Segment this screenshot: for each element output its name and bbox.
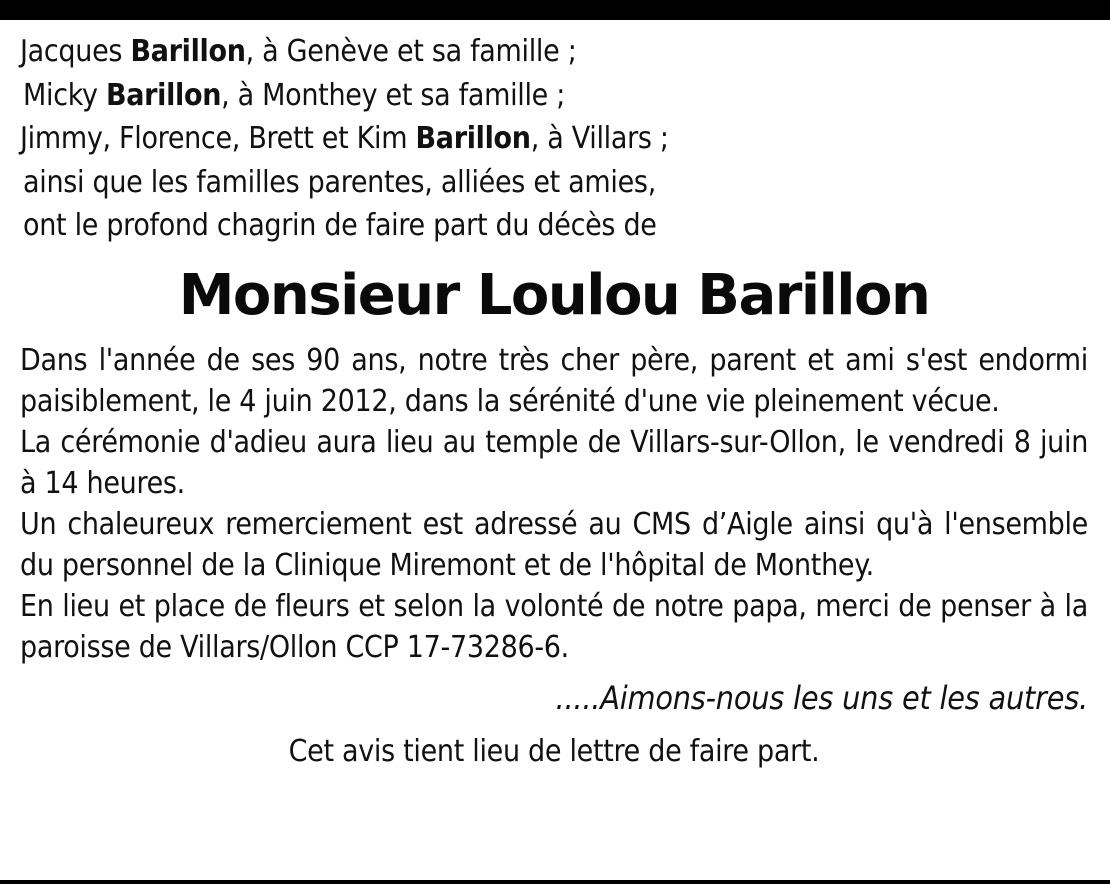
paragraph-donation: En lieu et place de fleurs et selon la volonté de notre papa, merci de penser à la paroisse de Villars/Ollon CCP 17-73286-6. (20, 588, 1088, 665)
family-given-names: Micky (23, 77, 106, 113)
paragraph-thanks: Un chaleureux remerciement est adressé au CMS d’Aigle ainsi qu'à l'ensemble du personnel de la Clinique Miremont et de l'hôpital de Monthey. (20, 506, 1088, 583)
notice-body (20, 340, 1088, 668)
family-line-jacques (20, 30, 1088, 74)
family-location: , à Genève et sa famille ; (245, 34, 577, 69)
family-surname: Barillon (415, 121, 531, 156)
closing-note: Cet avis tient lieu de lettre de faire part. (288, 733, 820, 769)
death-notice (20, 30, 1088, 774)
family-location: , à Villars ; (530, 121, 669, 156)
announce-line: ont le profond chagrin de faire part du décès de (23, 208, 657, 243)
bottom-rule (0, 880, 1110, 884)
family-line-jimmy (20, 117, 1088, 161)
family-line-micky (20, 74, 1088, 118)
family-given-names: Jacques (20, 34, 131, 69)
family-given-names: Jimmy, Florence, Brett et Kim (20, 121, 416, 156)
paragraph-ceremony: La cérémonie d'adieu aura lieu au temple de Villars-sur-Ollon, le vendredi 8 juin à 14 heures. (20, 424, 1088, 501)
motto: .....Aimons-nous les uns et les autres. (555, 678, 1088, 717)
relatives-line: ainsi que les familles parentes, alliées et amies, (23, 164, 656, 200)
family-surname: Barillon (105, 77, 222, 113)
family-surname: Barillon (130, 34, 246, 69)
family-location: , à Monthey et sa famille ; (221, 77, 566, 113)
top-rule (0, 0, 1110, 20)
deceased-name: Monsieur Loulou Barillon (178, 262, 930, 328)
paragraph-passing: Dans l'année de ses 90 ans, notre très cher père, parent et ami s'est endormi paisiblement, le 4 juin 2012, dans la sérénité d'une vie pleinement vécue. (20, 342, 1088, 419)
